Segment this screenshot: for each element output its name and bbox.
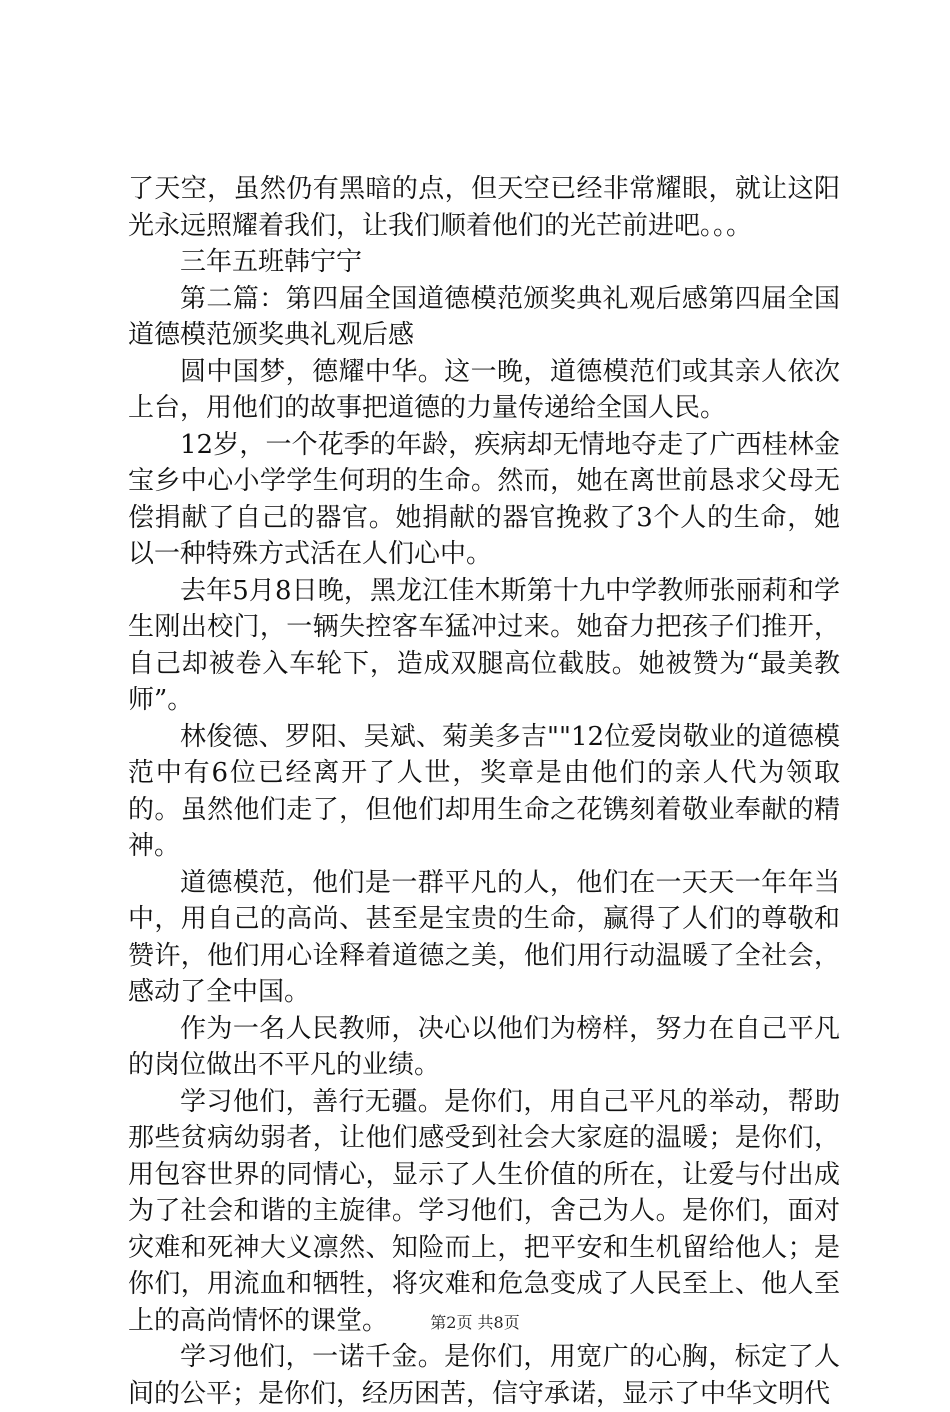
paragraph-9: 作为一名人民教师，决心以他们为榜样，努力在自己平凡的岗位做出不平凡的业绩。 — [128, 1013, 840, 1080]
paragraph-1: 了天空，虽然仍有黑暗的点，但天空已经非常耀眼，就让这阳光永远照耀着我们，让我们顺着他们的光芒前进吧。。。 — [128, 174, 840, 241]
paragraph-3: 第二篇：第四届全国道德模范颁奖典礼观后感第四届全国道德模范颁奖典礼观后感 — [128, 283, 840, 350]
paragraph-6: 去年5月8日晚，黑龙江佳木斯第十九中学教师张丽莉和学生刚出校门，一辆失控客车猛冲过来。她奋力把孩子们推开，自己却被卷入车轮下，造成双腿高位截肢。她被赞为“最美教师”。 — [128, 575, 840, 715]
paragraph-11: 学习他们，一诺千金。是你们，用宽广的心胸，标定了人间的公平；是你们，经历困苦，信守承诺，显示了中华文明代 — [128, 1342, 840, 1409]
paragraph-10: 学习他们，善行无疆。是你们，用自己平凡的举动，帮助那些贫病幼弱者，让他们感受到社会大家庭的温暖；是你们，用包容世界的同情心，显示了人生价值的所在，让爱与付出成为了社会和谐的主旋律。学习他们，舍己为人。是你们，面对灾难和死神大义凛然、知险而上，把平安和生机留给他人；是你们，用流血和牺牲，将灾难和危急变成了人民至上、他人至上的高尚情怀的课堂。 — [128, 1086, 840, 1336]
paragraph-7: 林俊德、罗阳、吴斌、菊美多吉""12位爱岗敬业的道德模范中有6位已经离开了人世，奖章是由他们的亲人代为领取的。虽然他们走了，但他们却用生命之花镌刻着敬业奉献的精神。 — [128, 721, 840, 861]
paragraph-4: 圆中国梦，德耀中华。这一晚，道德模范们或其亲人依次上台，用他们的故事把道德的力量传递给全国人民。 — [128, 356, 840, 423]
document-body — [128, 171, 840, 1412]
paragraph-2: 三年五班韩宁宁 — [180, 247, 363, 277]
page-footer: 第2页 共8页 — [430, 1313, 520, 1332]
paragraph-8: 道德模范，他们是一群平凡的人，他们在一天天一年年当中，用自己的高尚、甚至是宝贵的生命，赢得了人们的尊敬和赞许，他们用心诠释着道德之美，他们用行动温暖了全社会，感动了全中国。 — [128, 867, 840, 1007]
paragraph-5: 12岁，一个花季的年龄，疾病却无情地夺走了广西桂林金宝乡中心小学学生何玥的生命。然而，她在离世前恳求父母无偿捐献了自己的器官。她捐献的器官挽救了3个人的生命，她以一种特殊方式活在人们心中。 — [128, 429, 840, 569]
